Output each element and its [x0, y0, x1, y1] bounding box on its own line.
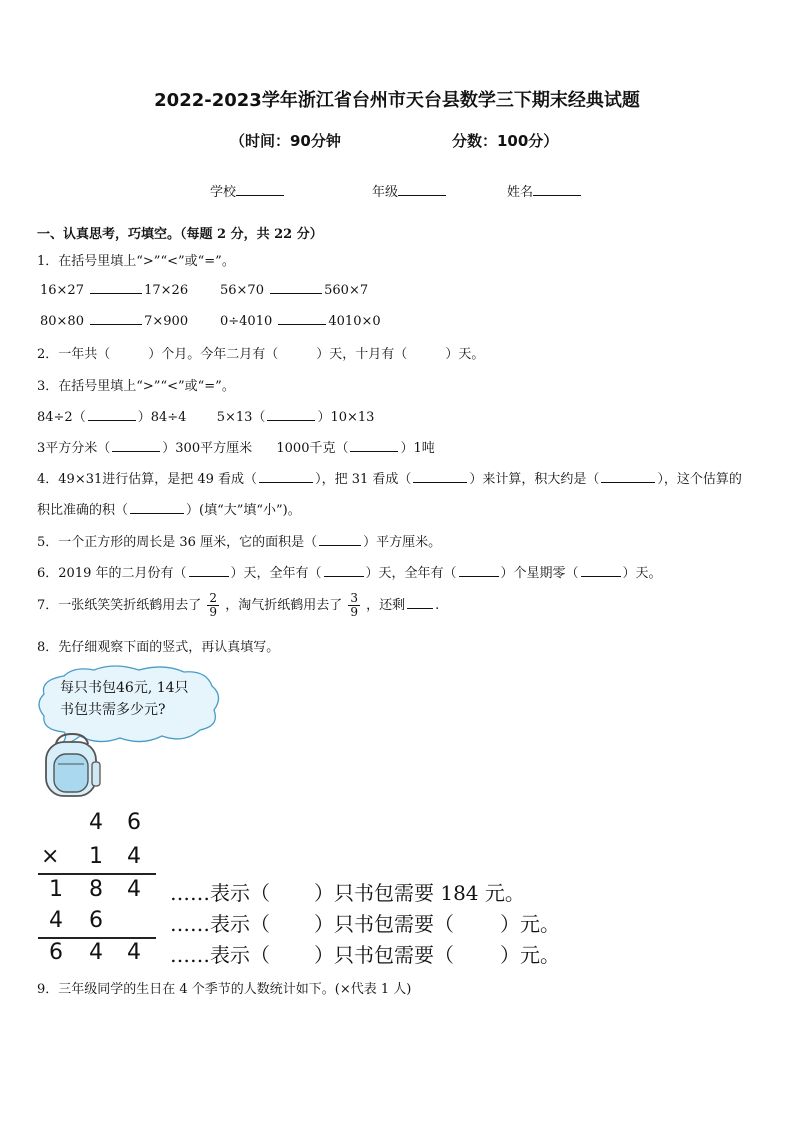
- answer-blank[interactable]: [112, 439, 160, 452]
- q4-text: 积比准确的积（: [37, 503, 129, 518]
- answer-blank[interactable]: [88, 408, 136, 421]
- expr: 56×70: [220, 283, 264, 298]
- product-digit: 6: [49, 940, 63, 965]
- section-heading: 一、认真思考，巧填空。（每题 2 分，共 22 分）: [37, 227, 323, 242]
- product-digit: 4: [127, 940, 141, 965]
- name-field: [507, 181, 581, 200]
- q1-row-1b: [220, 281, 368, 298]
- answer-blank[interactable]: [189, 564, 229, 577]
- explain-text: ……表示（: [170, 881, 270, 905]
- q3-text: ）1吨: [400, 441, 435, 456]
- question-4-line-2: [37, 499, 301, 518]
- q7-text: .: [435, 598, 440, 613]
- multiplier-digit: 4: [127, 844, 141, 869]
- explain-line-3: [170, 939, 560, 968]
- answer-blank[interactable]: [90, 281, 142, 294]
- answer-blank[interactable]: [601, 470, 655, 483]
- q6-text: ）天，全年有（: [230, 566, 322, 581]
- partial-digit: 6: [89, 908, 103, 933]
- answer-blank[interactable]: [459, 564, 499, 577]
- numerator: 3: [350, 591, 358, 605]
- question-7: [37, 592, 439, 619]
- explain-text: ）元。: [500, 943, 560, 967]
- expr: 17×26: [144, 283, 189, 298]
- answer-blank[interactable]: [259, 470, 313, 483]
- multiplicand-digit: 4: [89, 810, 103, 835]
- school-field: [210, 181, 284, 200]
- q3-text: 84÷2（: [37, 410, 86, 425]
- q4-text: 4．49×31进行估算，是把 49 看成（: [37, 472, 258, 487]
- answer-blank[interactable]: [278, 312, 326, 325]
- expr: 4010×0: [328, 314, 381, 329]
- q3-text: 3平方分米（: [37, 441, 111, 456]
- name-label: 姓名: [507, 185, 534, 200]
- q7-text: 7．一张纸笑笑折纸鹤用去了: [37, 598, 202, 613]
- explain-text: ）元。: [500, 912, 560, 936]
- grade-blank[interactable]: [398, 183, 446, 196]
- numerator: 2: [209, 591, 218, 605]
- question-3: 3．在括号里填上“>”“<”或“=”。: [37, 379, 235, 394]
- denominator: 9: [350, 605, 358, 619]
- q3-text: ）10×13: [317, 410, 375, 425]
- answer-blank[interactable]: [407, 596, 433, 609]
- answer-blank[interactable]: [267, 408, 315, 421]
- q4-text: ），这个估算的: [657, 472, 742, 487]
- answer-blank[interactable]: [350, 439, 398, 452]
- expr: 7×900: [144, 314, 189, 329]
- question-5: [37, 531, 441, 550]
- partial-digit: 1: [49, 877, 63, 902]
- question-1: 1．在括号里填上“>”“<”或“=”。: [37, 254, 235, 269]
- q4-text: ）(填“大”填“小”)。: [186, 503, 301, 518]
- page-title: 2022-2023学年浙江省台州市天台县数学三下期末经典试题: [154, 90, 640, 111]
- q3-text: 1000千克（: [276, 441, 349, 456]
- grade-label: 年级: [372, 185, 399, 200]
- question-6: [37, 562, 662, 581]
- fraction: [348, 592, 360, 619]
- q3-row-2: [37, 437, 435, 456]
- time-label: （时间：90分钟: [230, 132, 341, 150]
- expr: 560×7: [324, 283, 369, 298]
- q4-text: ），把 31 看成（: [315, 472, 412, 487]
- q2-text: ）个月。今年二月有（: [148, 347, 279, 362]
- q2-text: ）天。: [445, 347, 485, 362]
- times-sign: ×: [41, 844, 60, 869]
- explain-text: ）只书包需要 184 元。: [314, 881, 525, 905]
- question-9: 9．三年级同学的生日在 4 个季节的人数统计如下。(×代表 1 人): [37, 982, 412, 997]
- school-blank[interactable]: [236, 183, 284, 196]
- explain-text: ）只书包需要（: [314, 943, 454, 967]
- q6-text: ）个星期零（: [500, 566, 579, 581]
- backpack-icon: [40, 732, 104, 800]
- explain-text: ……表示（: [170, 943, 270, 967]
- answer-blank[interactable]: [270, 281, 322, 294]
- expr: 16×27: [40, 283, 84, 298]
- partial-digit: 4: [127, 877, 141, 902]
- multiplicand-digit: 6: [127, 810, 141, 835]
- denominator: 9: [209, 605, 218, 619]
- explain-line-1: [170, 877, 525, 906]
- question-4: [37, 468, 742, 487]
- q7-text: ，淘气折纸鹤用去了: [225, 598, 343, 613]
- q3-text: 5×13（: [216, 410, 266, 425]
- fraction: [207, 592, 219, 619]
- rule-line: [38, 873, 156, 875]
- question-8: 8．先仔细观察下面的竖式，再认真填写。: [37, 640, 280, 655]
- expr: 80×80: [40, 314, 84, 329]
- expr: 0÷4010: [220, 314, 273, 329]
- answer-blank[interactable]: [413, 470, 467, 483]
- q1-row-2b: [220, 312, 381, 329]
- q6-text: 6．2019 年的二月份有（: [37, 566, 187, 581]
- answer-blank[interactable]: [324, 564, 364, 577]
- q2-text: ）天，十月有（: [316, 347, 408, 362]
- q4-text: ）来计算，积大约是（: [469, 472, 600, 487]
- explain-text: ）只书包需要（: [314, 912, 454, 936]
- q6-text: ）天，全年有（: [365, 566, 457, 581]
- q1-row-1: [40, 281, 188, 298]
- explain-text: ……表示（: [170, 912, 270, 936]
- score-label: 分数：100分）: [452, 132, 559, 150]
- partial-digit: 8: [89, 877, 103, 902]
- answer-blank[interactable]: [130, 501, 184, 514]
- bubble-line-1: 每只书包46元, 14只: [60, 680, 189, 696]
- multiplier-digit: 1: [89, 844, 103, 869]
- q6-text: ）天。: [622, 566, 662, 581]
- explain-line-2: [170, 908, 560, 937]
- bubble-line-2: 书包共需多少元?: [60, 702, 166, 718]
- q7-text: ，还剩: [366, 598, 406, 613]
- q3-row-1: [37, 406, 374, 425]
- q5-text: ）平方厘米。: [363, 535, 442, 550]
- school-label: 学校: [210, 185, 237, 200]
- name-blank[interactable]: [533, 183, 581, 196]
- q3-text: ）300平方厘米: [162, 441, 253, 456]
- q1-row-2: [40, 312, 188, 329]
- q3-text: ）84÷4: [137, 410, 187, 425]
- question-2: [37, 343, 484, 362]
- answer-blank[interactable]: [90, 312, 142, 325]
- product-digit: 4: [89, 940, 103, 965]
- answer-blank[interactable]: [581, 564, 621, 577]
- partial-digit: 4: [49, 908, 63, 933]
- answer-blank[interactable]: [319, 533, 361, 546]
- q2-text: 2．一年共（: [37, 347, 111, 362]
- grade-field: [372, 181, 446, 200]
- q5-text: 5．一个正方形的周长是 36 厘米，它的面积是（: [37, 535, 318, 550]
- rule-line: [38, 937, 156, 939]
